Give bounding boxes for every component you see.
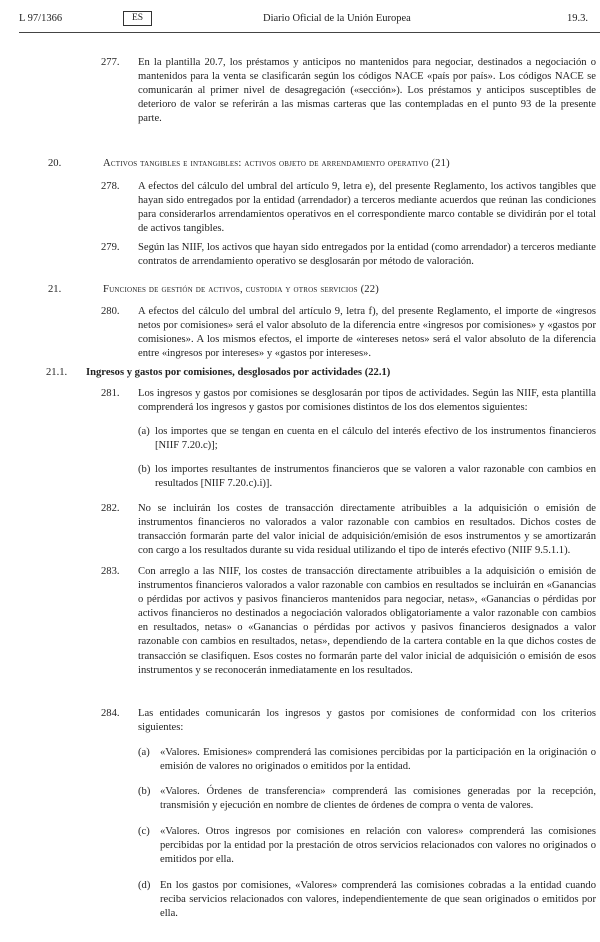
paragraph-number: 279. <box>101 242 120 253</box>
paragraph-278: A efectos del cálculo del umbral del artículo 9, letra e), del presente Reglamento, los activos tangibles que hayan sido entregados por la entidad (arrendador) a terceros mediante acuerdos que reúnan las condiciones para considerarlos arrendamientos operativos en el correspondiente marco contable se dividirán por el total de activos tangibles. <box>138 181 596 235</box>
paragraph-284: Las entidades comunicarán los ingresos y gastos por comisiones de conformidad con los criterios siguientes: <box>138 708 596 734</box>
paragraph-281: Los ingresos y gastos por comisiones se desglosarán por tipos de actividades. Según las NIIF, esta plantilla comprenderá los ingresos y gastos por comisiones distintos de los dos elementos siguientes: <box>138 388 596 414</box>
section-number: 21. <box>48 284 62 295</box>
list-item-label: (b) <box>138 464 151 475</box>
publication-date: 19.3. <box>567 13 588 24</box>
paragraph-number: 280. <box>101 306 120 317</box>
paragraph-277: En la plantilla 20.7, los préstamos y anticipos no mantenidos para negociar, destinados a negociación o mantenidos para la venta se clasificarán según los códigos NACE «país por país». Los códigos NACE se comunicarán al primer nivel de desagregación («sección»). Los préstamos y anticipos susceptibles de deterioro de valor se referirán a las mismas carteras que las contempladas en el punto 93 de la presente parte. <box>138 57 596 125</box>
paragraph-number: 284. <box>101 708 120 719</box>
section-title-21: Funciones de gestión de activos, custodia y otros servicios (22) <box>103 284 380 295</box>
list-item: «Valores. Órdenes de transferencia» comprenderá las comisiones generadas por la recepción, transmisión y ejecución en nombre de clientes de órdenes de compra o venta de valores. <box>160 786 596 812</box>
section-number: 20. <box>48 158 62 169</box>
list-item: «Valores. Emisiones» comprenderá las comisiones percibidas por la participación en la originación o emisión de valores no originados o emitidos por la entidad. <box>160 747 596 773</box>
paragraph-282: No se incluirán los costes de transacción directamente atribuibles a la adquisición o emisión de instrumentos financieros no valorados a valor razonable con cambios en resultados. Dichos costes de transacción formarán parte del valor inicial de adquisición/emisión de esos instrumentos y se amortizarán con cargo a los resultados durante su vida residual utilizando el tipo de interés efectivo (NIIF 9.5.1.1). <box>138 503 596 557</box>
paragraph-number: 282. <box>101 503 120 514</box>
paragraph-279: Según las NIIF, los activos que hayan sido entregados por la entidad (como arrendador) a terceros mediante contratos de arrendamiento operativo se desglosarán por método de valoración. <box>138 242 596 268</box>
section-title-21-1: Ingresos y gastos por comisiones, desglosados por actividades (22.1) <box>86 367 391 378</box>
list-item-label: (a) <box>138 747 150 758</box>
language-badge: ES <box>123 11 152 26</box>
section-number: 21.1. <box>46 367 68 378</box>
journal-reference: L 97/1366 <box>19 13 63 24</box>
paragraph-number: 277. <box>101 57 120 68</box>
list-item-label: (a) <box>138 426 150 437</box>
list-item: los importes resultantes de instrumentos financieros que se valoren a valor razonable con cambios en resultados [NIIF 7.20.c).i)]. <box>155 464 596 490</box>
journal-title: Diario Oficial de la Unión Europea <box>263 13 411 24</box>
header-divider <box>19 32 600 33</box>
list-item-label: (b) <box>138 786 151 797</box>
section-title-20: Activos tangibles e intangibles: activos objeto de arrendamiento operativo (21) <box>103 158 450 169</box>
list-item: En los gastos por comisiones, «Valores» comprenderá las comisiones cobradas a la entidad cuando reciba servicios relacionados con valores, independientemente de que sean originados o emitidos por ella. <box>160 880 596 920</box>
page-header <box>0 13 600 29</box>
list-item: «Valores. Otros ingresos por comisiones en relación con valores» comprenderá las comisiones percibidas por la entidad por la prestación de otros servicios relacionados con valores no originados o emitidos por ella. <box>160 826 596 866</box>
list-item-label: (d) <box>138 880 151 891</box>
paragraph-number: 278. <box>101 181 120 192</box>
paragraph-280: A efectos del cálculo del umbral del artículo 9, letra f), del presente Reglamento, el importe de «ingresos netos por comisiones» será el valor absoluto de la diferencia entre «ingresos por comisiones» y «gastos por comisiones». A los mismos efectos, el importe de «intereses netos» será el valor absoluto de la diferencia entre «ingresos por intereses» y «gastos por intereses». <box>138 306 596 360</box>
paragraph-number: 283. <box>101 566 120 577</box>
paragraph-283: Con arreglo a las NIIF, los costes de transacción directamente atribuibles a la adquisición o emisión de instrumentos financieros valorados a valor razonable con cambios en resultados se incluirán en «Ganancias o pérdidas por activos y pasivos financieros mantenidos para negociar, netas», «Ganancias o pérdidas por activos financieros no destinados a negociación valorados obligatoriamente a valor razonable con cambios en resultados, netas» o «Ganancias o pérdidas por activos y pasivos financieros designados a valor razonable con cambios en resultados, netas», dependiendo de la cartera contable en la que dichos costes de transacción se clasifiquen. Esos costes no formarán parte del valor inicial de adquisición o emisión de esos instrumentos y se reconocerán inmediatamente en los resultados. <box>138 566 596 676</box>
paragraph-number: 281. <box>101 388 120 399</box>
list-item-label: (c) <box>138 826 150 837</box>
list-item: los importes que se tengan en cuenta en el cálculo del interés efectivo de los instrumentos financieros [NIIF 7.20.c)]; <box>155 426 596 452</box>
